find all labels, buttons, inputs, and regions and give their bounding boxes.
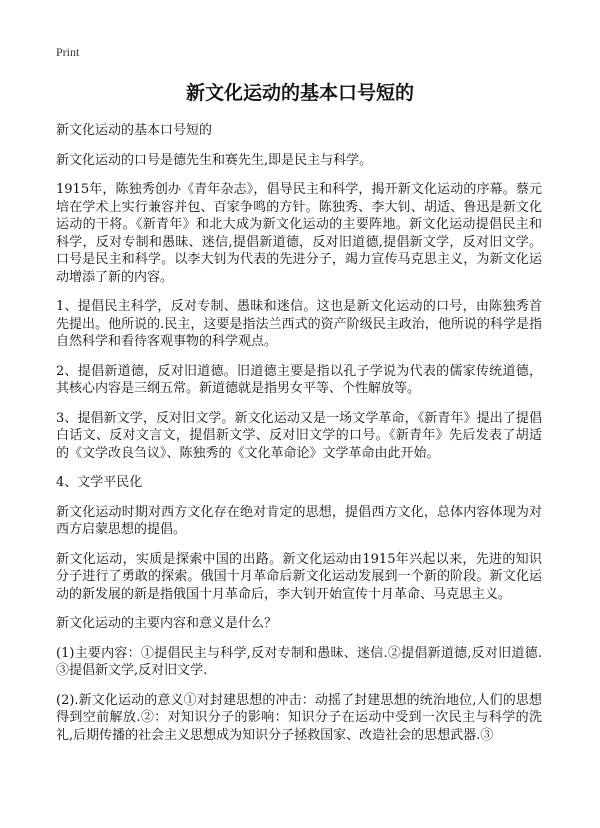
paragraph-point-2: 2、提倡新道德，反对旧道德。旧道德主要是指以孔子学说为代表的儒家传统道德，其核心内容是三纲五常。新道德就是指男女平等、个性解放等。 [56, 363, 542, 396]
paragraph-significance: (2).新文化运动的意义①对封建思想的冲击：动摇了封建思想的统治地位,人们的思想得到空前解放.②：对知识分子的影响：知识分子在运动中受到一次民主与科学的洗礼,后期传播的社会主义思想成为知识分子拯救国家、改造社会的思想武器.③ [56, 692, 542, 743]
print-link[interactable]: Print [56, 45, 80, 59]
paragraph-history: 1915年，陈独秀创办《青年杂志》，倡导民主和科学，揭开新文化运动的序幕。蔡元培在学术上实行兼容并包、百家争鸣的方针。陈独秀、李大钊、胡适、鲁迅是新文化运动的干将。《新青年》和北大成为新文化运动的主要阵地。新文化运动提倡民主和科学，反对专制和愚昧、迷信,提倡新道德，反对旧道德,提倡新文学，反对旧文学。口号是民主和科学。以李大钊为代表的先进分子，竭力宣传马克思主义，为新文化运动增添了新的内容。 [56, 182, 542, 285]
paragraph-point-4: 4、文学平民化 [56, 475, 143, 490]
paragraph-main-content: (1)主要内容：①提倡民主与科学,反对专制和愚昧、迷信.②提倡新道德,反对旧道德.③提倡新文学,反对旧文学. [56, 645, 542, 678]
paragraph-slogan: 新文化运动的口号是德先生和赛先生,即是民主与科学。 [56, 152, 373, 168]
paragraph-point-3: 3、提倡新文学，反对旧文学。新文化运动又是一场文学革命，《新青年》提出了提倡白话文、反对文言文，提倡新文学、反对旧文学的口号。《新青年》先后发表了胡适的《文学改良刍议》、陈独秀的《文化革命论》文学革命由此开始。 [56, 410, 542, 461]
paragraph-question: 新文化运动的主要内容和意义是什么？ [56, 616, 278, 631]
document-body [56, 122, 542, 756]
paragraph-subtitle: 新文化运动的基本口号短的 [56, 123, 213, 138]
document-title: 新文化运动的基本口号短的 [185, 82, 414, 104]
paragraph-point-1: 1、提倡民主科学，反对专制、愚昧和迷信。这也是新文化运动的口号，由陈独秀首先提出。他所说的.民主，这要是指法兰西式的资产阶级民主政治，他所说的科学是指自然科学和看待客观事物的科学观点。 [56, 299, 542, 349]
paragraph-essence: 新文化运动，实质是探索中国的出路。新文化运动由1915年兴起以来，先进的知识分子进行了勇敢的探索。俄国十月革命后新文化运动发展到一个新的阶段。新文化运动的新发展的新是指俄国十月革命后，李大钊开始宣传十月革命、马克思主义。 [56, 551, 542, 602]
paragraph-western-thought: 新文化运动时期对西方文化存在绝对肯定的思想，提倡西方文化，总体内容体现为对西方启蒙思想的提倡。 [56, 504, 542, 537]
